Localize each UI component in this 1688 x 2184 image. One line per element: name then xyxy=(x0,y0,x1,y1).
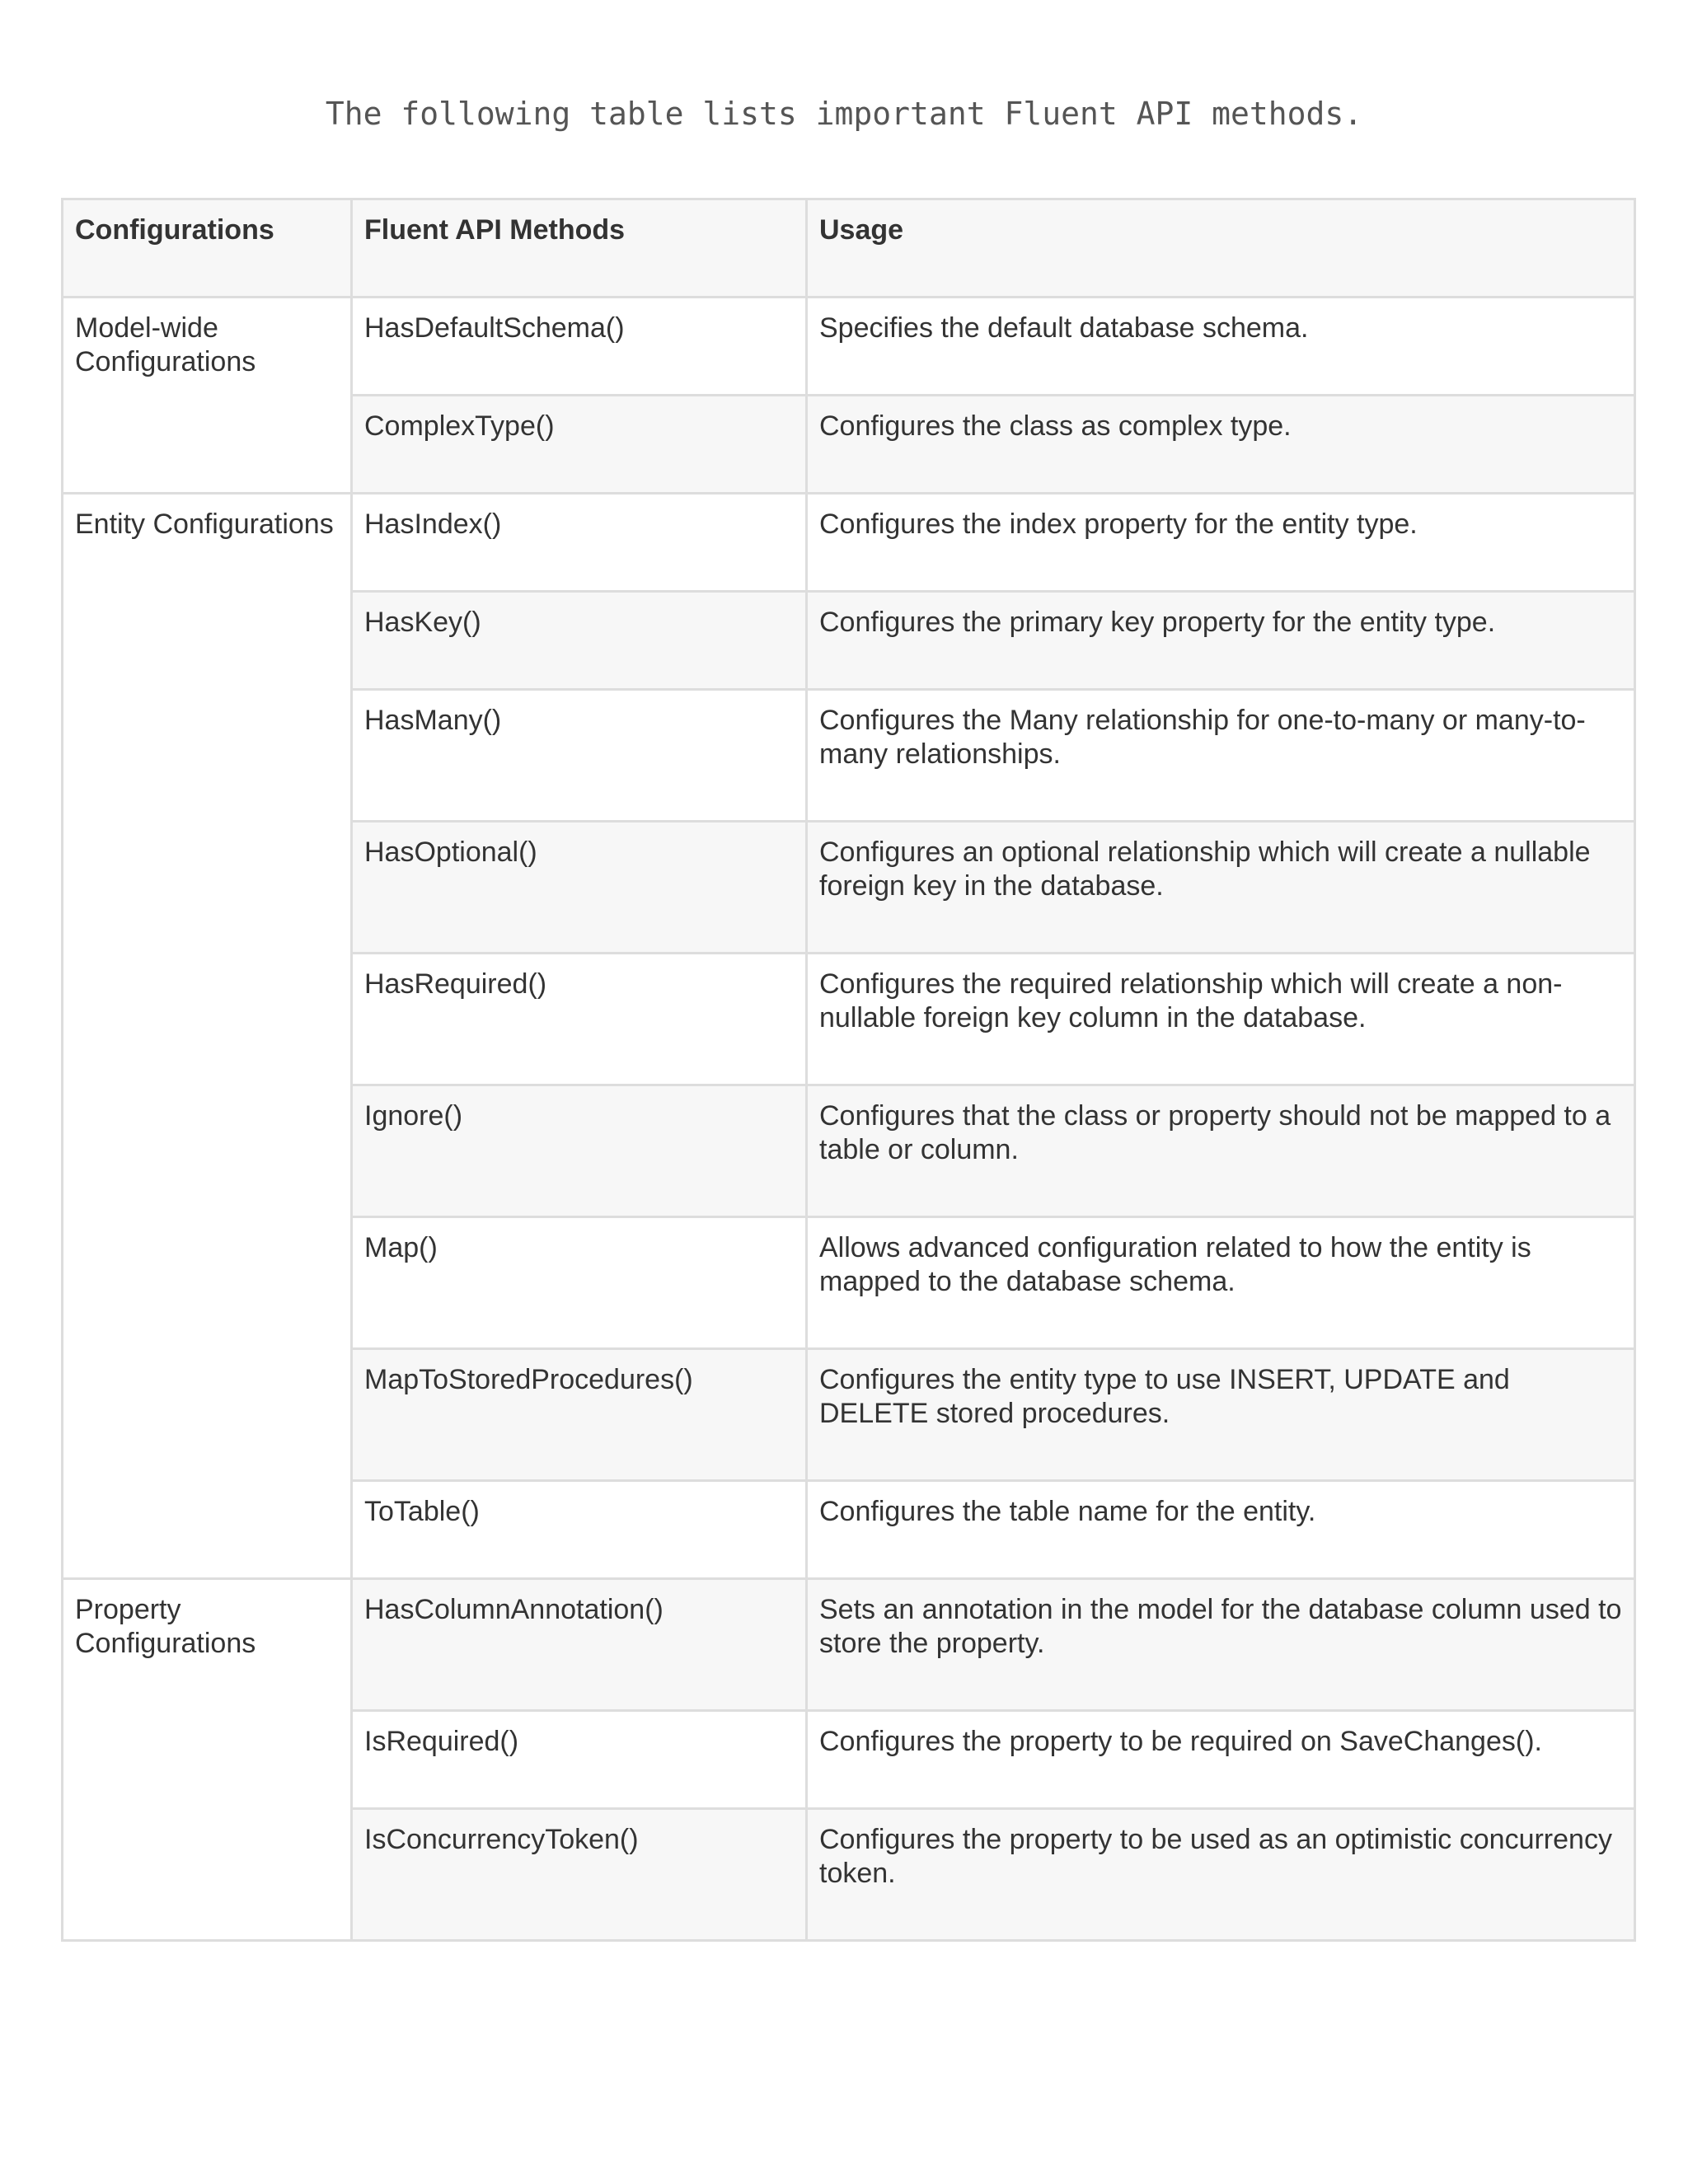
method-cell: HasRequired() xyxy=(352,954,807,1085)
usage-cell: Configures that the class or property should not be mapped to a table or column. xyxy=(807,1085,1635,1217)
table-row xyxy=(63,494,1635,592)
method-cell: HasIndex() xyxy=(352,494,807,592)
usage-cell: Configures the primary key property for the entity type. xyxy=(807,592,1635,690)
table-row xyxy=(63,1579,1635,1711)
usage-cell: Sets an annotation in the model for the database column used to store the property. xyxy=(807,1579,1635,1711)
usage-cell: Configures the class as complex type. xyxy=(807,396,1635,494)
method-cell: HasMany() xyxy=(352,690,807,822)
method-cell: ToTable() xyxy=(352,1481,807,1579)
fluent-api-table xyxy=(61,198,1636,1942)
table-header-row xyxy=(63,199,1635,298)
config-entity: Entity Configurations xyxy=(63,494,352,1579)
method-cell: IsRequired() xyxy=(352,1711,807,1809)
usage-cell: Configures the property to be required on SaveChanges(). xyxy=(807,1711,1635,1809)
config-model-wide: Model-wide Configurations xyxy=(63,298,352,494)
usage-cell: Specifies the default database schema. xyxy=(807,298,1635,396)
header-usage: Usage xyxy=(807,199,1635,298)
usage-cell: Configures the entity type to use INSERT, UPDATE and DELETE stored procedures. xyxy=(807,1349,1635,1481)
intro-text: The following table lists important Fluent API methods. xyxy=(325,96,1363,132)
usage-cell: Configures the required relationship which will create a non-nullable foreign key column in the database. xyxy=(807,954,1635,1085)
method-cell: Map() xyxy=(352,1217,807,1349)
method-cell: ComplexType() xyxy=(352,396,807,494)
usage-cell: Allows advanced configuration related to how the entity is mapped to the database schema. xyxy=(807,1217,1635,1349)
method-cell: HasKey() xyxy=(352,592,807,690)
header-fluent-api-methods: Fluent API Methods xyxy=(352,199,807,298)
usage-cell: Configures an optional relationship which will create a nullable foreign key in the database. xyxy=(807,822,1635,954)
method-cell: Ignore() xyxy=(352,1085,807,1217)
method-cell: HasOptional() xyxy=(352,822,807,954)
usage-cell: Configures the property to be used as an optimistic concurrency token. xyxy=(807,1809,1635,1941)
usage-cell: Configures the index property for the entity type. xyxy=(807,494,1635,592)
header-configurations: Configurations xyxy=(63,199,352,298)
method-cell: HasDefaultSchema() xyxy=(352,298,807,396)
usage-cell: Configures the table name for the entity. xyxy=(807,1481,1635,1579)
method-cell: HasColumnAnnotation() xyxy=(352,1579,807,1711)
method-cell: MapToStoredProcedures() xyxy=(352,1349,807,1481)
method-cell: IsConcurrencyToken() xyxy=(352,1809,807,1941)
table-row xyxy=(63,298,1635,396)
usage-cell: Configures the Many relationship for one-to-many or many-to-many relationships. xyxy=(807,690,1635,822)
config-property: Property Configurations xyxy=(63,1579,352,1941)
